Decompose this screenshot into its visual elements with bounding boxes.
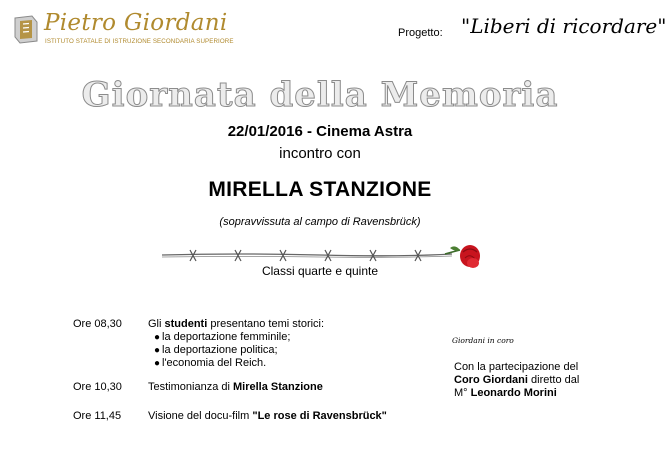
page-title xyxy=(0,68,640,118)
event-intro: incontro con xyxy=(279,145,361,162)
schedule-highlight: studenti xyxy=(164,318,208,330)
topic-list xyxy=(154,331,290,370)
school-name: Pietro Giordani xyxy=(44,10,228,36)
bullet-icon: ● xyxy=(154,345,161,356)
choir-line-2: Coro Giordani diretto dal xyxy=(454,374,580,386)
schedule-time-1: Ore 08,30 xyxy=(73,318,122,330)
choir-line-3: M° Leonardo Morini xyxy=(454,387,557,399)
schedule-desc-2: Testimonianza di Mirella Stanzione xyxy=(148,381,323,393)
choir-name: Coro Giordani xyxy=(454,374,528,386)
list-item: ● l'economia del Reich. xyxy=(154,357,267,369)
choir-logo: Giordani in coro xyxy=(452,336,514,345)
guest-note: (sopravvissuta al campo di Ravensbrück) xyxy=(219,216,421,228)
conductor-name: Leonardo Morini xyxy=(470,387,557,399)
list-item: ● la deportazione politica; xyxy=(154,344,278,356)
schedule-desc-3: Visione del docu-film "Le rose di Ravensbrück" xyxy=(148,410,387,422)
school-subtitle: ISTITUTO STATALE DI ISTRUZIONE SECONDARIA SUPERIORE xyxy=(45,38,234,45)
bullet-icon: ● xyxy=(154,358,161,369)
schedule-desc-1: Gli studenti presentano temi storici: xyxy=(148,318,325,330)
schedule-time-3: Ore 11,45 xyxy=(73,410,122,422)
choir-line-1: Con la partecipazione del xyxy=(454,361,579,373)
schedule-highlight: Mirella Stanzione xyxy=(233,381,323,393)
project-label: Progetto: xyxy=(398,27,443,39)
schedule-time-2: Ore 10,30 xyxy=(73,381,122,393)
list-item: ● la deportazione femminile; xyxy=(154,331,291,343)
bullet-icon: ● xyxy=(154,332,161,343)
project-name: "Liberi di ricordare" xyxy=(461,14,666,38)
classes-label: Classi quarte e quinte xyxy=(261,264,379,278)
title-text: Giornata della Memoria xyxy=(81,75,559,115)
schedule-highlight: "Le rose di Ravensbrück" xyxy=(252,410,387,422)
guest-name: MIRELLA STANZIONE xyxy=(208,178,432,201)
school-logo-icon xyxy=(12,14,40,44)
event-date-place: 22/01/2016 - Cinema Astra xyxy=(227,123,413,140)
